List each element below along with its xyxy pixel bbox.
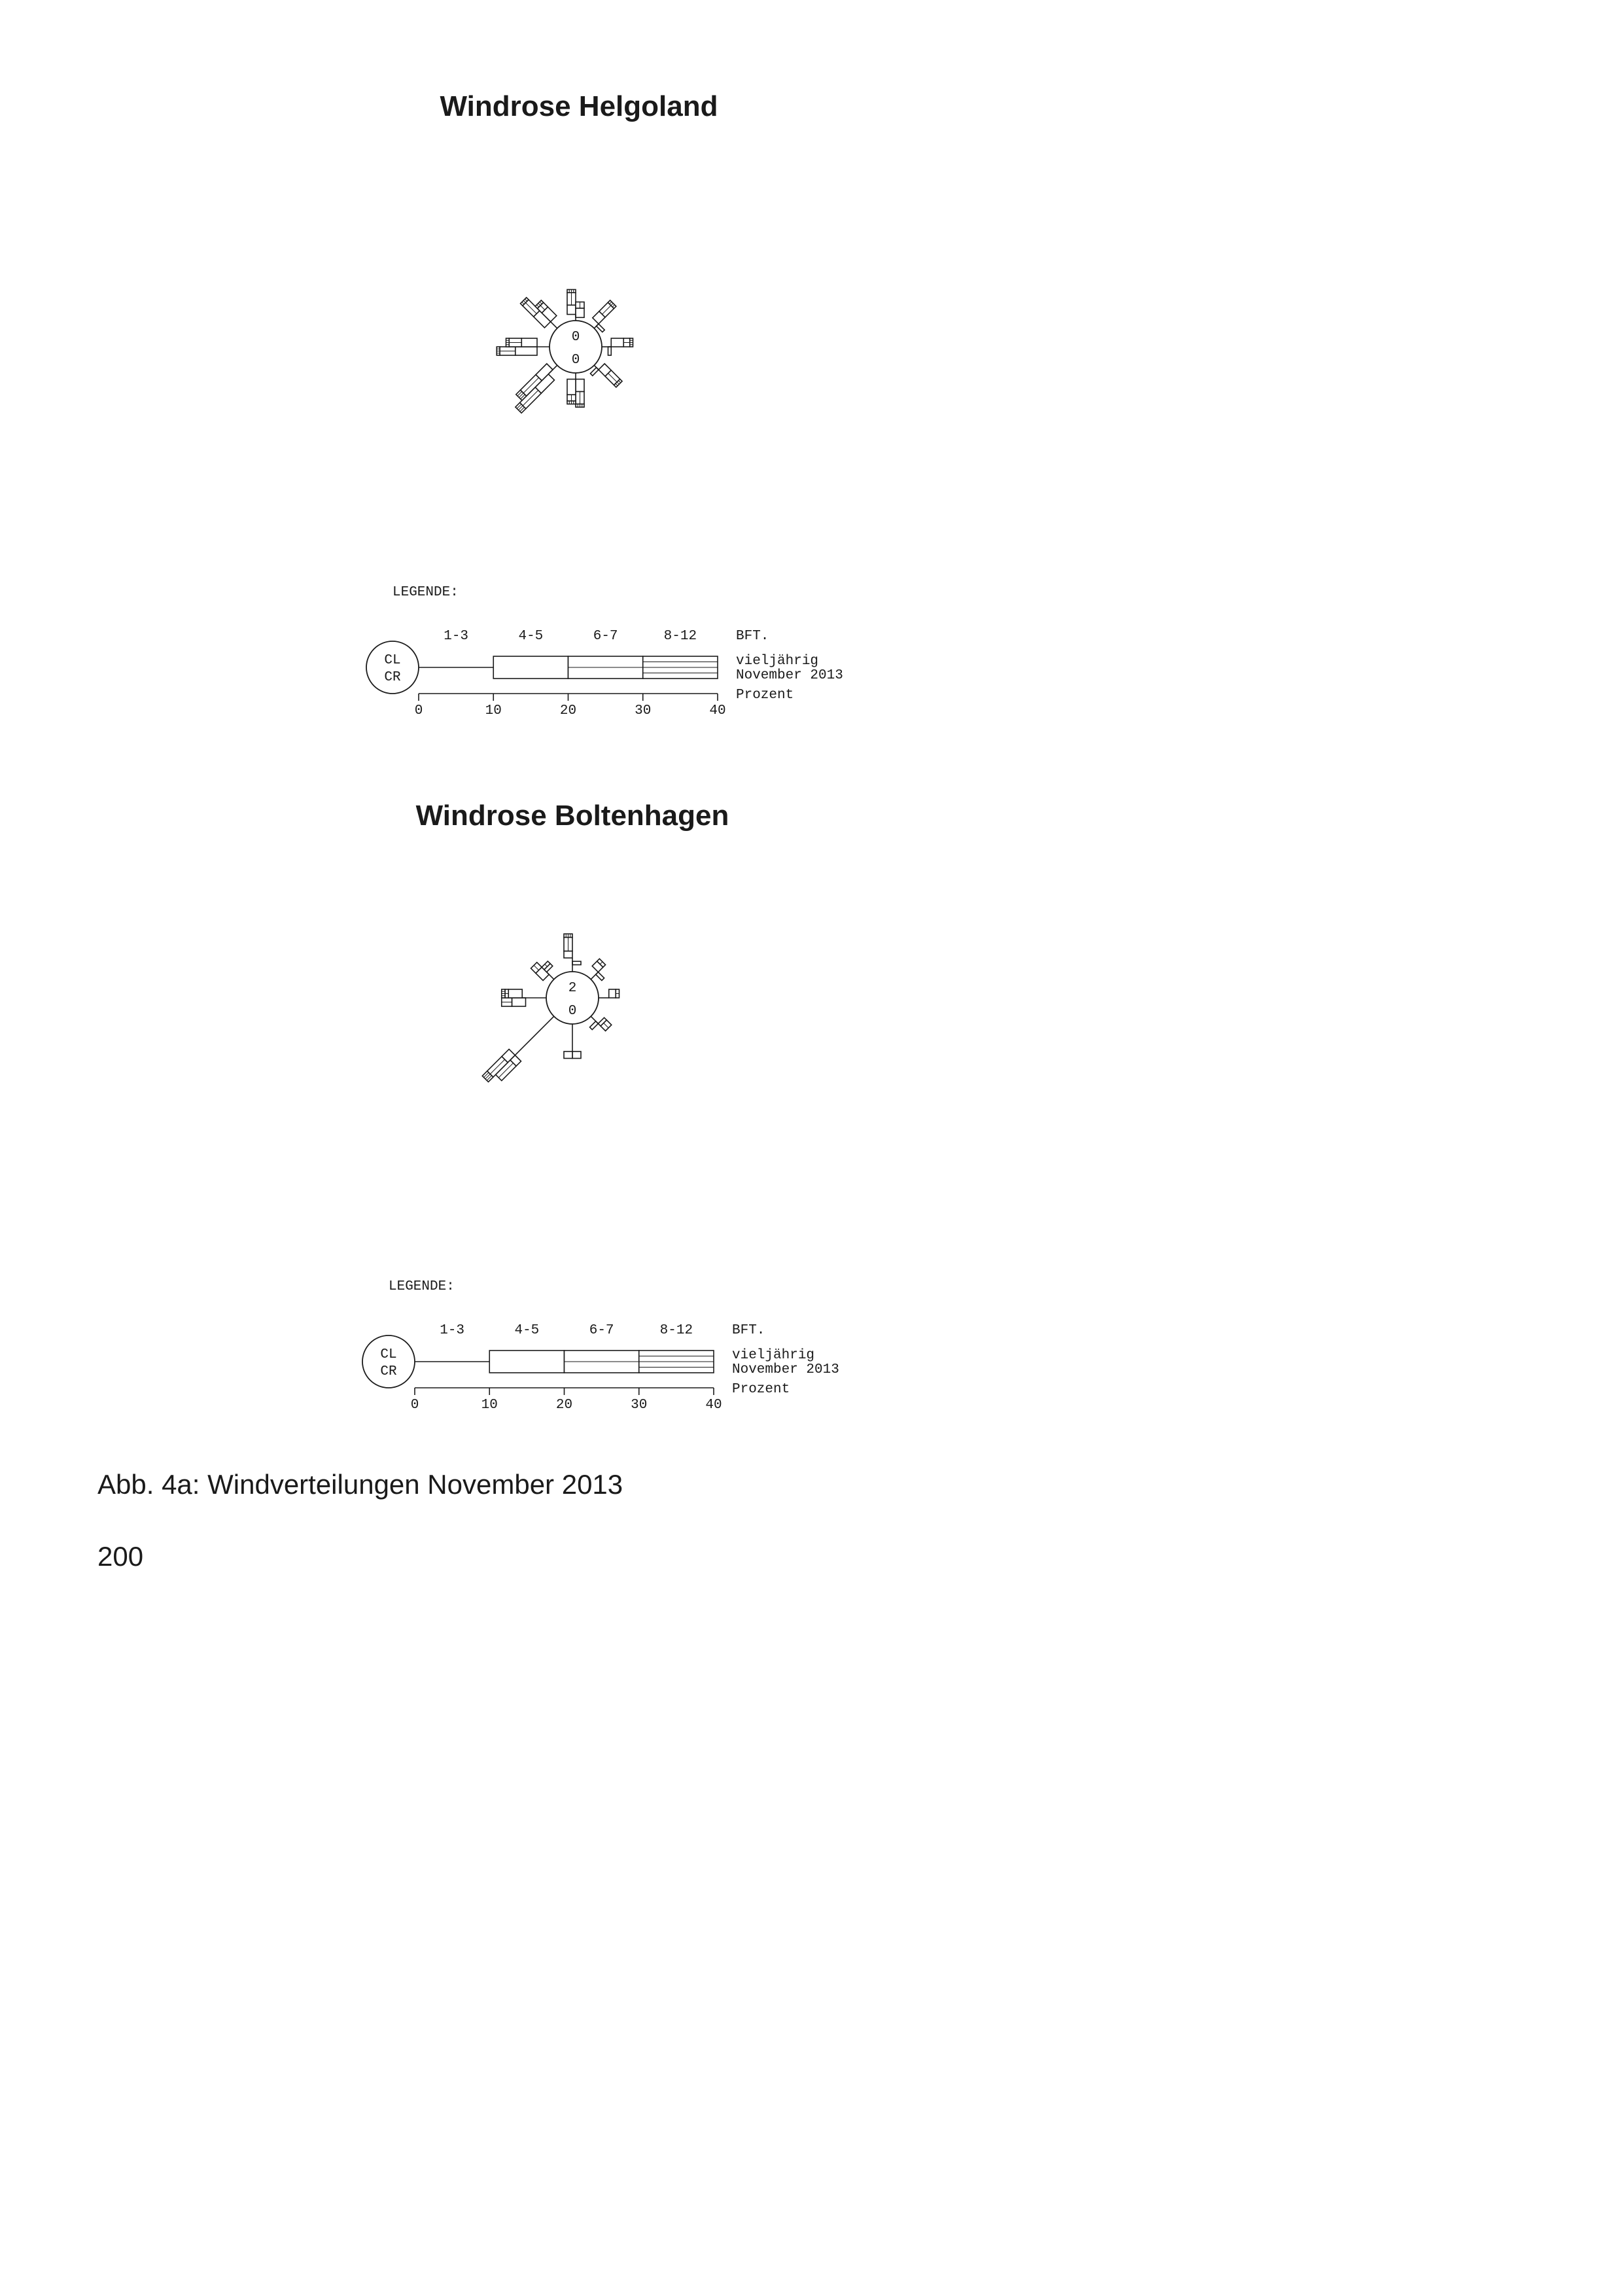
- bars-longterm: [502, 998, 526, 1006]
- arm-sw: [482, 1010, 560, 1088]
- calm-line: [515, 1016, 553, 1055]
- legend-class-label: 8-12: [659, 1323, 693, 1338]
- legend-tick-label: 20: [559, 703, 577, 716]
- bars-longterm: [564, 934, 572, 958]
- bars-month: [564, 1051, 572, 1059]
- legend-tick-label: 40: [709, 703, 726, 716]
- legend-circle-bottom: CR: [380, 1364, 397, 1379]
- arm-e: [599, 989, 620, 998]
- bars-longterm: [567, 290, 576, 315]
- legend-tick-label: 10: [481, 1398, 498, 1411]
- wind-rose-helgoland: [379, 196, 720, 510]
- bars-month: [506, 338, 538, 347]
- bars-longterm: [497, 347, 537, 355]
- bar-w-4to5: [521, 338, 537, 347]
- bars-longterm: [576, 380, 584, 408]
- calm-longterm-label: 0: [571, 330, 580, 345]
- legend-tick-label: 30: [631, 1398, 648, 1411]
- legend-unit: BFT.: [736, 629, 769, 644]
- bar-w-8to12: [506, 338, 510, 347]
- legend-circle-top: CL: [384, 653, 401, 668]
- bar-w-6to7: [509, 338, 521, 347]
- legend-heading: LEGENDE:: [393, 585, 459, 600]
- bar-e-6to7: [623, 338, 630, 347]
- bar-n-4to5: [567, 305, 576, 314]
- bars-longterm: [572, 1051, 581, 1059]
- bars-month: [576, 302, 584, 318]
- bar-s-4to5: [564, 1051, 572, 1059]
- legend-box-4to5: [489, 1351, 564, 1373]
- bar-s-8to12: [567, 401, 576, 404]
- legend-box-8to12: [639, 1351, 714, 1373]
- bar-n-8to12: [564, 934, 572, 937]
- bar-w-4to5: [508, 989, 522, 998]
- legend-unit: BFT.: [732, 1323, 765, 1338]
- legend-tick-label: 20: [555, 1398, 573, 1411]
- bar-w-8to12: [502, 989, 505, 998]
- legend-axis-label: Prozent: [732, 1382, 790, 1397]
- bar-e-4to5: [611, 338, 623, 347]
- bars-longterm: [611, 338, 633, 347]
- legend-class-label: 1-3: [444, 629, 469, 644]
- bars-longterm: [609, 989, 620, 998]
- bar-n-4to5: [576, 308, 584, 317]
- bar-s-4to5: [572, 1051, 581, 1059]
- chart-title-boltenhagen: Windrose Boltenhagen: [415, 800, 729, 832]
- bar-e-6to7: [616, 989, 619, 998]
- legend-tick-label: 40: [705, 1398, 722, 1411]
- legend-row-month: November 2013: [732, 1362, 839, 1377]
- bars-month: [572, 961, 581, 964]
- bar-n-6to7: [576, 302, 584, 309]
- arm-sw: [510, 359, 563, 413]
- arm-e: [602, 338, 633, 355]
- bars-longterm: [592, 959, 605, 972]
- bar-s-4to5: [567, 380, 576, 395]
- bar-e-8to12: [630, 338, 633, 347]
- legend-tick-label: 0: [410, 1398, 419, 1411]
- bars-month: [502, 989, 523, 998]
- calm-longterm-label: 2: [568, 981, 577, 996]
- chart-title-helgoland: Windrose Helgoland: [440, 90, 718, 122]
- calm-month-label: 0: [568, 1004, 577, 1019]
- bars-longterm: [598, 1017, 611, 1031]
- legend-row-longterm: vieljährig: [736, 654, 819, 669]
- legend-tick-label: 0: [414, 703, 423, 716]
- bars-month: [567, 380, 576, 404]
- legend-heading: LEGENDE:: [389, 1279, 455, 1294]
- bar-w-6to7: [500, 347, 515, 355]
- bar-e-4to5: [609, 989, 616, 998]
- legend-axis-label: Prozent: [736, 688, 794, 703]
- bar-s-8to12: [576, 404, 584, 408]
- legend-box-6to7: [565, 1351, 639, 1373]
- bar-e-4to5: [608, 347, 612, 355]
- legend-boltenhagen: [349, 1273, 873, 1411]
- calm-month-label: 0: [571, 353, 580, 368]
- bar-w-4to5: [512, 998, 526, 1006]
- legend-class-label: 8-12: [663, 629, 697, 644]
- arm-s: [564, 1024, 581, 1059]
- bars-longterm: [593, 300, 616, 324]
- bar-w-4to5: [515, 347, 537, 355]
- bar-s-4to5: [576, 380, 584, 392]
- legend-tick-label: 30: [635, 703, 652, 716]
- bar-w-6to7: [502, 998, 512, 1006]
- legend-box-6to7: [568, 656, 643, 679]
- legend-row-longterm: vieljährig: [732, 1348, 815, 1363]
- bars-longterm: [599, 364, 622, 387]
- arm-s: [567, 373, 584, 407]
- legend-class-label: 6-7: [589, 1323, 614, 1338]
- bar-n-6to7: [564, 938, 572, 951]
- legend-class-label: 4-5: [514, 1323, 540, 1338]
- bar-n-6to7: [567, 292, 576, 305]
- page-number: 200: [97, 1541, 144, 1572]
- bar-s-6to7: [567, 395, 576, 401]
- figure-caption: Abb. 4a: Windverteilungen November 2013: [97, 1469, 623, 1500]
- wind-rose-boltenhagen: [353, 870, 693, 1237]
- calm-line: [551, 322, 557, 328]
- bar-w-8to12: [497, 347, 500, 355]
- arm-n: [564, 934, 581, 972]
- bar-n-8to12: [567, 290, 576, 293]
- legend-box-8to12: [643, 656, 718, 679]
- legend-class-label: 1-3: [440, 1323, 465, 1338]
- arm-n: [567, 290, 584, 321]
- legend-class-label: 6-7: [593, 629, 618, 644]
- arm-w: [497, 338, 550, 355]
- legend-row-month: November 2013: [736, 668, 843, 683]
- arm-w: [502, 989, 546, 1006]
- legend-tick-label: 10: [485, 703, 502, 716]
- bars-month: [608, 347, 612, 355]
- bar-n-4to5: [572, 961, 581, 964]
- legend-circle-bottom: CR: [384, 670, 401, 685]
- legend-box-4to5: [493, 656, 568, 679]
- bar-s-6to7: [576, 392, 584, 404]
- bar-n-4to5: [564, 951, 572, 959]
- legend-class-label: 4-5: [518, 629, 544, 644]
- legend-circle-top: CL: [380, 1347, 397, 1362]
- legend-helgoland: [353, 579, 877, 716]
